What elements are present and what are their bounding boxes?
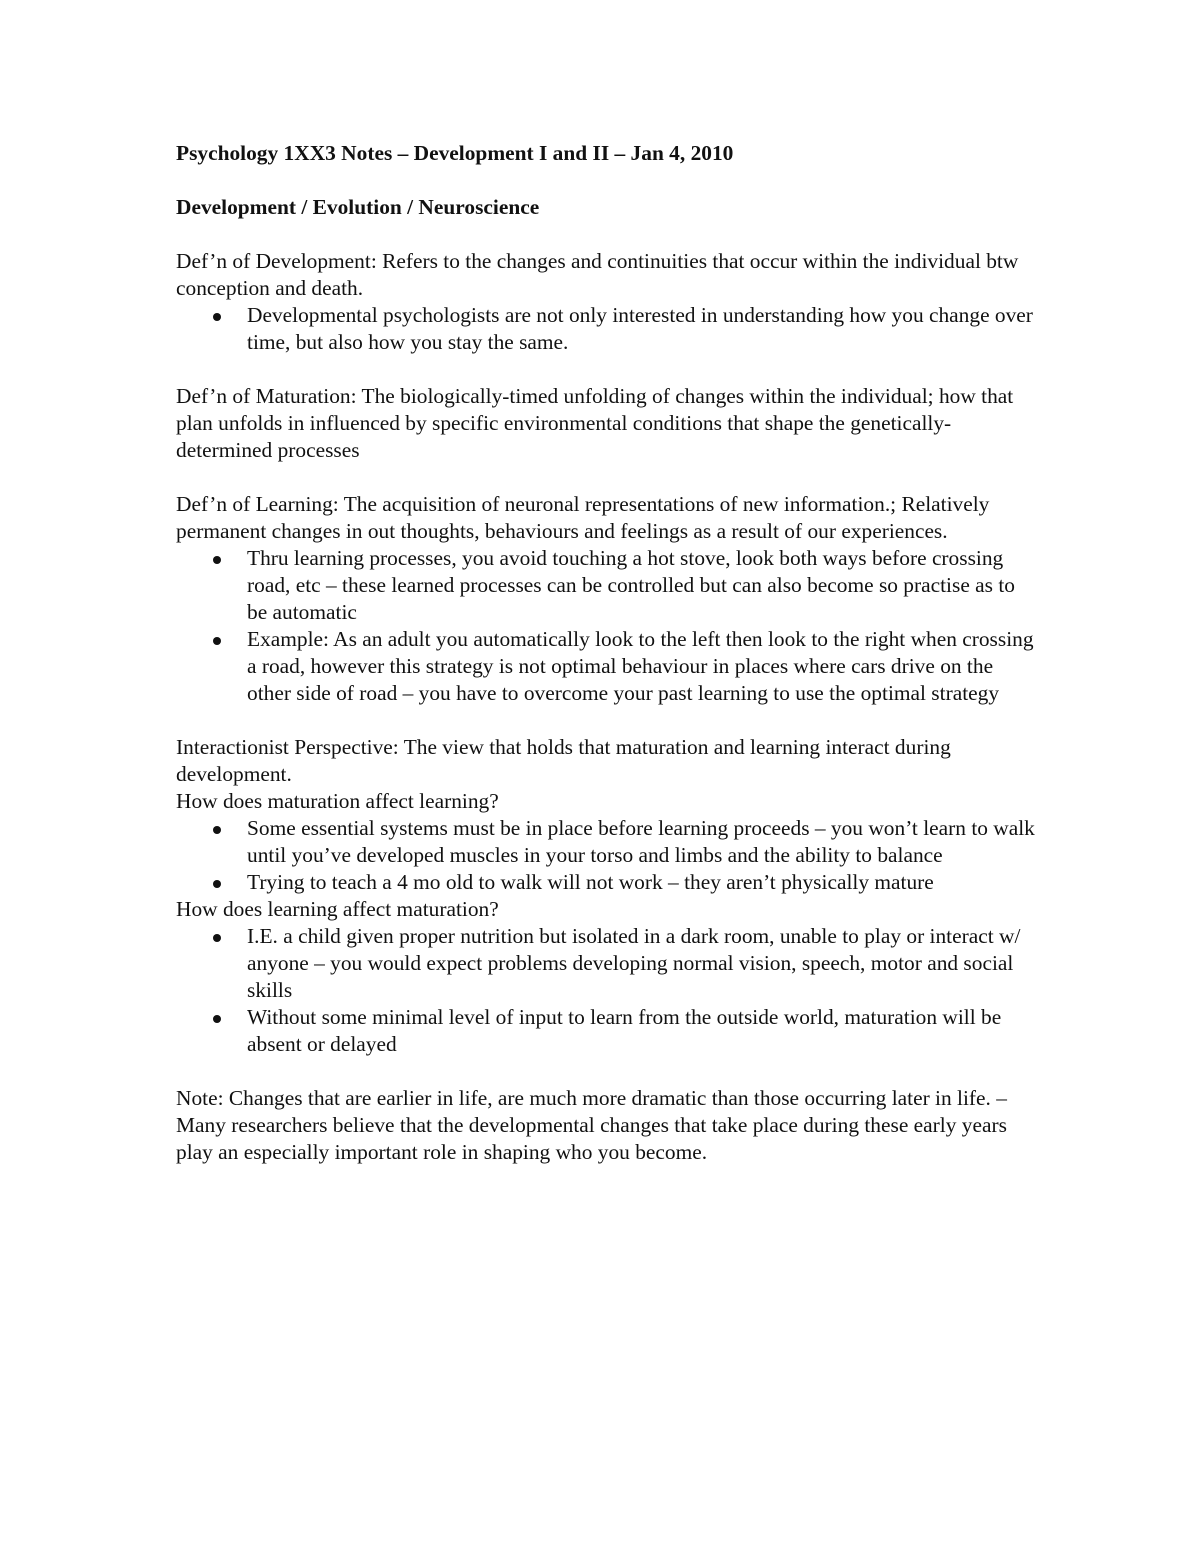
list-item <box>176 1004 1036 1058</box>
list-item <box>176 869 1036 896</box>
bullet-icon <box>213 313 221 321</box>
question-maturation-affects-learning: How does maturation affect learning? <box>176 789 499 813</box>
document-title: Psychology 1XX3 Notes – Development I and II – Jan 4, 2010 <box>176 141 734 165</box>
list-item-text: Thru learning processes, you avoid touching a hot stove, look both ways before crossing road, etc – these learned processes can be controlled but can also become so practise as to be automatic <box>247 546 1015 624</box>
development-bullets <box>176 302 1036 356</box>
list-item <box>176 302 1036 356</box>
learning-definition: Def’n of Learning: The acquisition of neuronal representations of new information.; Relatively permanent changes in out thoughts, behaviours and feelings as a result of our experiences. <box>176 492 990 543</box>
maturation-definition: Def’n of Maturation: The biologically-timed unfolding of changes within the individual; how that plan unfolds in influenced by specific environmental conditions that shape the genetically-determined processes <box>176 384 1014 462</box>
maturation-learning-bullets <box>176 815 1036 896</box>
list-item-text: Example: As an adult you automatically look to the left then look to the right when crossing a road, however this strategy is not optimal behaviour in places where cars drive on the other side of road – you have to overcome your past learning to use the optimal strategy <box>247 627 1034 705</box>
list-item-text: Trying to teach a 4 mo old to walk will not work – they aren’t physically mature <box>247 870 934 894</box>
list-item <box>176 626 1036 707</box>
interactionist-definition: Interactionist Perspective: The view that holds that maturation and learning interact during development. <box>176 735 951 786</box>
list-item <box>176 545 1036 626</box>
list-item-text: Developmental psychologists are not only interested in understanding how you change over time, but also how you stay the same. <box>247 303 1033 354</box>
list-item <box>176 923 1036 1004</box>
learning-maturation-bullets <box>176 923 1036 1058</box>
learning-bullets <box>176 545 1036 707</box>
bullet-icon <box>213 1015 221 1023</box>
bullet-icon <box>213 556 221 564</box>
list-item <box>176 815 1036 869</box>
document-page <box>176 140 1036 1166</box>
bullet-icon <box>213 934 221 942</box>
list-item-text: Without some minimal level of input to learn from the outside world, maturation will be absent or delayed <box>247 1005 1002 1056</box>
list-item-text: Some essential systems must be in place before learning proceeds – you won’t learn to walk until you’ve developed muscles in your torso and limbs and the ability to balance <box>247 816 1035 867</box>
bullet-icon <box>213 637 221 645</box>
list-item-text: I.E. a child given proper nutrition but isolated in a dark room, unable to play or interact w/ anyone – you would expect problems developing normal vision, speech, motor and social skills <box>247 924 1021 1002</box>
note-paragraph: Note: Changes that are earlier in life, are much more dramatic than those occurring later in life. – Many researchers believe that the developmental changes that take place during these early years play an especially important role in shaping who you become. <box>176 1086 1007 1164</box>
section-heading: Development / Evolution / Neuroscience <box>176 195 540 219</box>
question-learning-affects-maturation: How does learning affect maturation? <box>176 897 499 921</box>
development-definition: Def’n of Development: Refers to the changes and continuities that occur within the individual btw conception and death. <box>176 249 1019 300</box>
bullet-icon <box>213 826 221 834</box>
bullet-icon <box>213 880 221 888</box>
